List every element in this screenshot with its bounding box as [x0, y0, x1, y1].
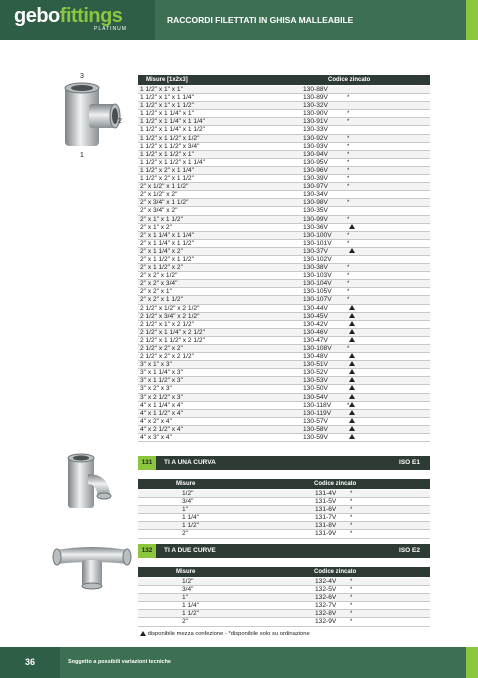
asterisk-marker: * [347, 240, 350, 247]
size-cell: 2" x 1/2" x 1 1/2" [140, 183, 189, 191]
table-row [138, 272, 430, 280]
table-row [138, 135, 430, 143]
header-accent-stripe [466, 0, 478, 40]
code-cell: 130-58V [303, 425, 328, 433]
code-cell: 130-54V [303, 393, 328, 401]
size-cell: 3" x 2" x 3" [140, 385, 172, 393]
table-row [138, 175, 430, 183]
triangle-icon [349, 337, 355, 342]
asterisk-marker: * [347, 143, 350, 150]
asterisk-marker: * [347, 151, 350, 158]
code-cell: 130-96V [303, 166, 328, 174]
table-row [138, 602, 430, 610]
asterisk-marker: * [350, 523, 353, 530]
size-cell: 3" x 1 1/4" x 3" [140, 369, 183, 377]
asterisk-marker: * [347, 119, 350, 126]
asterisk-marker: * [350, 587, 353, 594]
code-cell: 130-37V [303, 247, 328, 255]
col-codice-header: Codice zincato [328, 77, 371, 83]
asterisk-marker: * [347, 216, 350, 223]
table-row [138, 514, 430, 522]
code-cell: 130-92V [303, 134, 328, 142]
code-cell: 130-59V [303, 434, 328, 442]
size-cell: 1 1/4" [182, 514, 200, 522]
table-row [138, 191, 430, 199]
code-cell: 132-7V [315, 602, 337, 610]
page-title: RACCORDI FILETTATI IN GHISA MALLEABILE [155, 0, 466, 40]
table-row [138, 94, 430, 102]
table-row [138, 256, 430, 264]
table-row [138, 321, 430, 329]
size-cell: 1 1/2" x 2" x 1 1/2" [140, 175, 194, 183]
table-row [138, 102, 430, 110]
size-cell: 2" x 1" x 1 1/2" [140, 215, 183, 223]
size-cell: 1 1/2" x 1" x 1 1/2" [140, 102, 194, 110]
size-cell: 1/2" [182, 578, 194, 585]
table-row [138, 353, 430, 361]
code-cell: 130-39V [303, 175, 328, 183]
section-132-title: TI A DUE CURVE [164, 547, 216, 554]
table-row [138, 426, 430, 434]
triangle-icon [349, 410, 355, 415]
table-row [138, 490, 430, 498]
table-row [138, 586, 430, 594]
asterisk-marker: * [350, 507, 353, 514]
code-cell: 130-57V [303, 417, 328, 425]
col-misure-header: Misure [1x2x3] [146, 77, 188, 83]
asterisk-marker: * [347, 265, 350, 272]
size-cell: 2" x 1" x 2" [140, 223, 172, 231]
table-row [138, 118, 430, 126]
table-row [138, 159, 430, 167]
table-130-body [138, 86, 430, 442]
triangle-icon [349, 426, 355, 431]
table-row [138, 199, 430, 207]
table-row [138, 305, 430, 313]
size-cell: 3/4" [182, 586, 194, 594]
size-cell: 1 1/2" x 1 1/4" x 1" [140, 110, 194, 118]
table-row [138, 522, 430, 530]
col-codice-header: Codice zincato [314, 481, 357, 487]
table-row [138, 410, 430, 418]
col-codice-header: Codice zincato [314, 569, 357, 575]
triangle-icon [349, 402, 355, 407]
code-cell: 130-35V [303, 207, 328, 215]
size-cell: 2" x 1 1/4" x 1 1/4" [140, 231, 194, 239]
table-row [138, 618, 430, 626]
code-cell: 132-5V [315, 586, 337, 594]
size-cell: 1 1/2" x 1 1/2" x 1/2" [140, 134, 200, 142]
table-row [138, 288, 430, 296]
size-cell: 2 1/2" x 3/4" x 2 1/2" [140, 312, 200, 320]
size-cell: 2" x 1 1/4" x 2" [140, 247, 183, 255]
table-row [138, 86, 430, 94]
code-cell: 130-99V [303, 215, 328, 223]
table-row [138, 578, 430, 586]
size-cell: 1 1/2" [182, 610, 200, 618]
asterisk-marker: * [347, 159, 350, 166]
size-cell: 2 1/2" x 2" x 2 1/2" [140, 353, 194, 361]
port-label-1: 1 [80, 152, 84, 159]
size-cell: 1 1/2" x 1 1/2" x 1" [140, 150, 194, 158]
table-row [138, 207, 430, 215]
code-cell: 130-108V [303, 345, 332, 352]
table-row [138, 369, 430, 377]
code-cell: 130-98V [303, 199, 328, 207]
col-misure-header: Misure [176, 481, 196, 487]
size-cell: 2" x 1 1/2" x 2" [140, 264, 183, 272]
table-132-header [138, 567, 430, 577]
size-cell: 1 1/2" x 1 1/2" x 3/4" [140, 142, 200, 150]
code-cell: 130-100V [303, 231, 332, 239]
table-row [138, 361, 430, 369]
size-cell: 3" x 2 1/2" x 3" [140, 393, 183, 401]
size-cell: 4" x 2" x 4" [140, 417, 172, 425]
code-cell: 130-88V [303, 86, 328, 93]
size-cell: 2" x 3/4" x 1 1/2" [140, 199, 189, 207]
section-131-bar [138, 456, 430, 470]
size-cell: 2" x 2" x 1/2" [140, 272, 178, 280]
asterisk-marker: * [350, 491, 353, 497]
asterisk-marker: * [347, 402, 350, 409]
asterisk-marker: * [347, 297, 350, 304]
table-row [138, 498, 430, 506]
table-row [138, 232, 430, 240]
logo-box [0, 0, 155, 40]
table-row [138, 506, 430, 514]
size-cell: 2 1/2" x 2" x 2" [140, 345, 183, 352]
table-row [138, 240, 430, 248]
table-row [138, 530, 430, 538]
size-cell: 2" x 1 1/2" x 1 1/2" [140, 255, 194, 263]
tee-two-bends-image [52, 540, 132, 592]
asterisk-marker: * [347, 200, 350, 207]
code-cell: 130-107V [303, 296, 332, 304]
table-row [138, 610, 430, 618]
code-cell: 130-36V [303, 223, 328, 231]
size-cell: 2 1/2" x 1/2" x 2 1/2" [140, 304, 200, 312]
code-cell: 131-8V [315, 522, 337, 530]
asterisk-marker: * [347, 289, 350, 296]
code-cell: 130-38V [303, 264, 328, 272]
code-cell: 130-44V [303, 304, 328, 312]
asterisk-marker: * [347, 281, 350, 288]
asterisk-marker: * [350, 595, 353, 602]
code-cell: 132-9V [315, 618, 337, 626]
size-cell: 2" [182, 618, 189, 626]
page-number: 36 [0, 647, 60, 678]
size-cell: 1 1/2" x 2" x 1 1/4" [140, 166, 194, 174]
triangle-icon [349, 224, 355, 229]
asterisk-marker: * [347, 176, 350, 183]
size-cell: 4" x 1 1/2" x 4" [140, 409, 183, 417]
code-cell: 130-118V [303, 401, 332, 409]
asterisk-marker: * [347, 232, 350, 239]
size-cell: 3/4" [182, 498, 194, 506]
code-cell: 130-91V [303, 118, 328, 126]
code-cell: 130-89V [303, 94, 328, 102]
size-cell: 1 1/2" x 1" x 1" [140, 86, 183, 93]
section-131-title: TI A UNA CURVA [164, 459, 216, 466]
availability-note-text: disponibile mezza confezione - *disponibile solo su ordinazione [147, 631, 310, 638]
triangle-icon [349, 377, 355, 382]
table-130-header [138, 75, 430, 85]
table-row [138, 329, 430, 337]
size-cell: 2" [182, 530, 189, 538]
table-row [138, 296, 430, 304]
table-row [138, 110, 430, 118]
section-132-number: 132 [138, 544, 156, 558]
size-cell: 2 1/2" x 1 1/2" x 2 1/2" [140, 336, 205, 344]
size-cell: 2 1/2" x 1 1/4" x 2 1/2" [140, 328, 205, 336]
size-cell: 1" [182, 594, 189, 602]
code-cell: 131-9V [315, 530, 337, 538]
table-row [138, 248, 430, 256]
asterisk-marker: * [347, 167, 350, 174]
code-cell: 130-103V [303, 272, 332, 280]
asterisk-marker: * [350, 619, 353, 626]
brand-logo-sub: PLATINUM [94, 26, 127, 32]
size-cell: 1 1/2" x 1 1/4" x 1 1/4" [140, 118, 205, 126]
code-cell: 130-33V [303, 126, 328, 134]
section-131-number: 131 [138, 456, 156, 470]
port-label-3: 3 [80, 73, 84, 80]
table-row [138, 394, 430, 402]
size-cell: 2" x 2" x 1" [140, 288, 172, 296]
size-cell: 4" x 1 1/4" x 4" [140, 401, 183, 409]
size-cell: 1 1/2" [182, 522, 200, 530]
asterisk-marker: * [350, 515, 353, 522]
asterisk-marker: * [350, 531, 353, 538]
col-misure-header: Misure [176, 569, 196, 575]
size-cell: 1 1/2" x 1" x 1 1/4" [140, 94, 194, 102]
code-cell: 130-42V [303, 320, 328, 328]
code-cell: 132-4V [315, 578, 337, 585]
asterisk-marker: * [347, 111, 350, 118]
section-131-iso: ISO E1 [399, 459, 420, 466]
size-cell: 1 1/2" x 1 1/2" x 1 1/4" [140, 158, 205, 166]
code-cell: 130-51V [303, 361, 328, 369]
size-cell: 4" x 2 1/2" x 4" [140, 425, 183, 433]
triangle-icon [349, 434, 355, 439]
size-cell: 2" x 1/2" x 2" [140, 191, 178, 199]
code-cell: 130-34V [303, 191, 328, 199]
table-131-header [138, 479, 430, 489]
code-cell: 130-104V [303, 280, 332, 288]
table-row [138, 385, 430, 393]
code-cell: 130-105V [303, 288, 332, 296]
table-row [138, 337, 430, 345]
table-row [138, 224, 430, 232]
section-132-iso: ISO E2 [399, 547, 420, 554]
table-row [138, 167, 430, 175]
table-132-body [138, 578, 430, 627]
page-header [0, 0, 478, 40]
size-cell: 2" x 2" x 3/4" [140, 280, 178, 288]
asterisk-marker: * [350, 499, 353, 506]
asterisk-marker: * [350, 579, 353, 585]
table-row [138, 402, 430, 410]
code-cell: 130-50V [303, 385, 328, 393]
code-cell: 130-101V [303, 239, 332, 247]
code-cell: 130-90V [303, 110, 328, 118]
triangle-icon [349, 385, 355, 390]
code-cell: 131-5V [315, 498, 337, 506]
size-cell: 2 1/2" x 1" x 2 1/2" [140, 320, 194, 328]
size-cell: 1/2" [182, 490, 194, 497]
triangle-icon [349, 313, 355, 318]
tee-fitting-image [55, 82, 125, 152]
code-cell: 130-45V [303, 312, 328, 320]
triangle-icon [349, 248, 355, 253]
size-cell: 2" x 3/4" x 2" [140, 207, 178, 215]
code-cell: 131-4V [315, 490, 337, 497]
table-row [138, 345, 430, 353]
code-cell: 130-32V [303, 102, 328, 110]
code-cell: 131-6V [315, 506, 337, 514]
table-row [138, 434, 430, 442]
triangle-icon [349, 394, 355, 399]
table-row [138, 418, 430, 426]
port-label-2: 2 [118, 118, 122, 125]
asterisk-marker: * [350, 603, 353, 610]
code-cell: 132-6V [315, 594, 337, 602]
size-cell: 4" x 3" x 4" [140, 434, 172, 442]
tee-one-bend-image [62, 452, 118, 514]
triangle-icon [349, 321, 355, 326]
code-cell: 130-53V [303, 377, 328, 385]
code-cell: 130-94V [303, 150, 328, 158]
code-cell: 130-46V [303, 328, 328, 336]
size-cell: 1" [182, 506, 189, 514]
size-cell: 1 1/2" x 1 1/4" x 1 1/2" [140, 126, 205, 134]
table-row [138, 594, 430, 602]
table-row [138, 216, 430, 224]
code-cell: 130-93V [303, 142, 328, 150]
code-cell: 130-48V [303, 353, 328, 361]
footer-disclaimer: Soggetto a possibili variazioni tecniche [60, 647, 466, 678]
code-cell: 131-7V [315, 514, 337, 522]
triangle-icon [349, 353, 355, 358]
triangle-icon [349, 329, 355, 334]
footer-accent-stripe [466, 647, 478, 678]
triangle-icon [349, 361, 355, 366]
table-row [138, 280, 430, 288]
table-row [138, 264, 430, 272]
brand-logo: gebofittings [14, 5, 123, 27]
code-cell: 130-97V [303, 183, 328, 191]
code-cell: 130-102V [303, 255, 332, 263]
table-row [138, 183, 430, 191]
size-cell: 3" x 1" x 3" [140, 361, 172, 369]
code-cell: 130-95V [303, 158, 328, 166]
asterisk-marker: * [347, 135, 350, 142]
code-cell: 132-8V [315, 610, 337, 618]
table-row [138, 126, 430, 134]
asterisk-marker: * [347, 273, 350, 280]
size-cell: 1 1/4" [182, 602, 200, 610]
section-132-bar [138, 544, 430, 558]
table-131-body [138, 490, 430, 539]
size-cell: 2" x 2" x 1 1/2" [140, 296, 183, 304]
triangle-icon [349, 369, 355, 374]
size-cell: 3" x 1 1/2" x 3" [140, 377, 183, 385]
asterisk-marker: * [350, 611, 353, 618]
asterisk-marker: * [347, 346, 350, 352]
triangle-icon [140, 631, 146, 636]
triangle-icon [349, 418, 355, 423]
triangle-icon [349, 305, 355, 310]
code-cell: 130-119V [303, 409, 332, 417]
table-row [138, 313, 430, 321]
table-row [138, 143, 430, 151]
asterisk-marker: * [347, 184, 350, 191]
code-cell: 130-52V [303, 369, 328, 377]
table-row [138, 151, 430, 159]
asterisk-marker: * [347, 95, 350, 102]
code-cell: 130-47V [303, 336, 328, 344]
size-cell: 2" x 1 1/4" x 1 1/2" [140, 239, 194, 247]
table-row [138, 377, 430, 385]
availability-note [140, 631, 310, 637]
